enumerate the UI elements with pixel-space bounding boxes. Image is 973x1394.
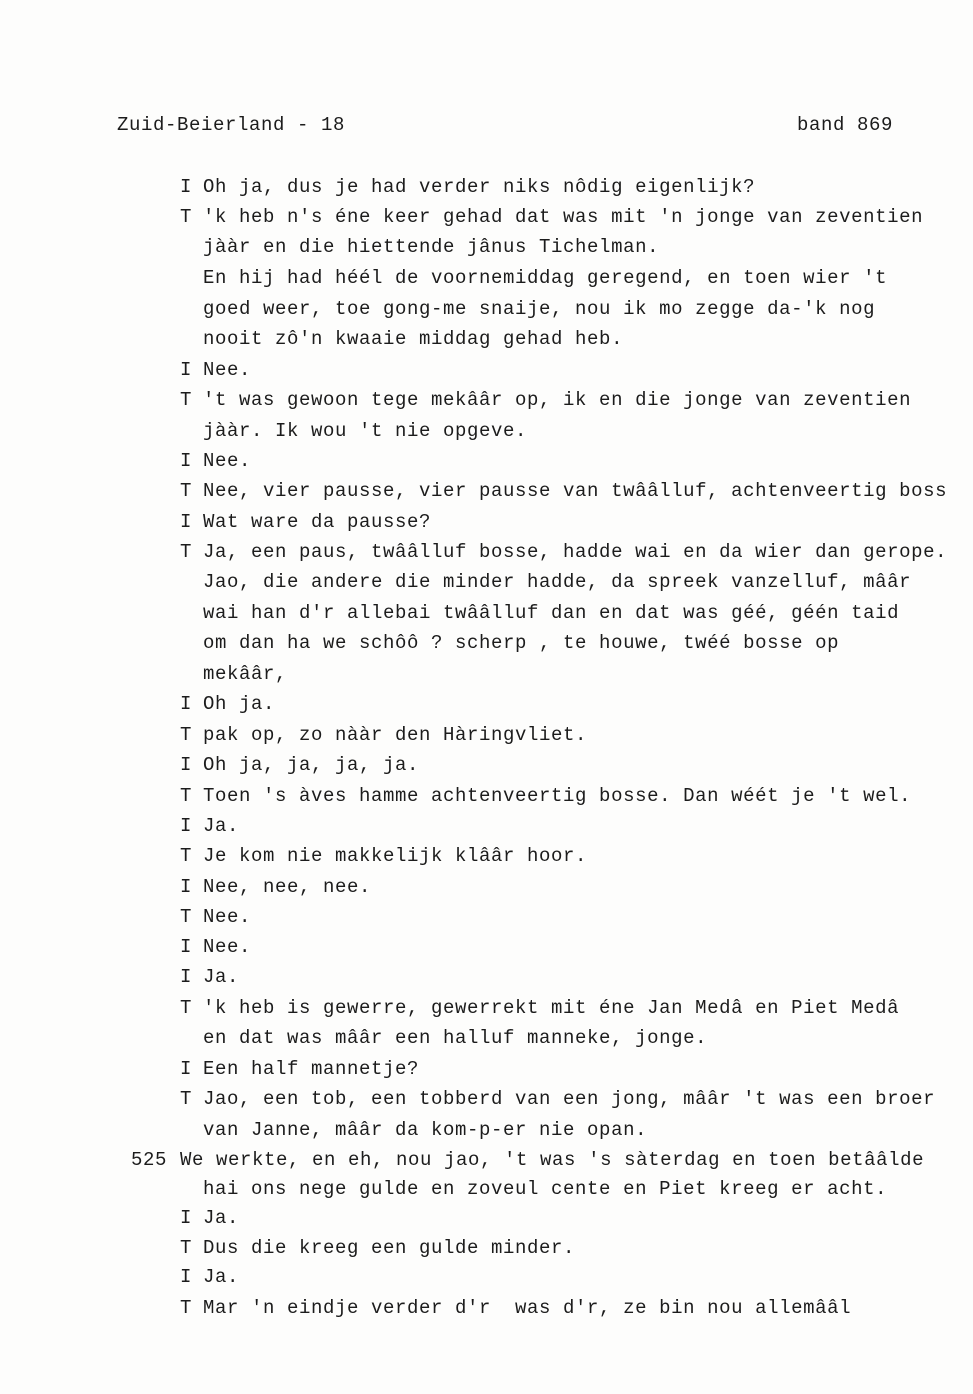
speaker-label: T xyxy=(180,389,193,411)
speaker-label: T xyxy=(180,785,193,807)
speaker-label: I xyxy=(180,1266,193,1288)
transcript-line: Je kom nie makkelijk klââr hoor. xyxy=(203,845,588,867)
transcript-line: goed weer, toe gong-me snaije, nou ik mo zegge da-'k nog xyxy=(203,298,876,320)
speaker-label: I xyxy=(180,754,193,776)
transcript-line: Wat ware da pausse? xyxy=(203,511,432,533)
transcript-line: We werkte, en eh, nou jao, 't was 's sàterdag en toen betââlde xyxy=(180,1149,925,1171)
speaker-label: T xyxy=(180,480,193,502)
transcript-line: Nee. xyxy=(203,359,252,381)
speaker-label: T xyxy=(180,206,193,228)
transcript-line: 'k heb is gewerre, gewerrekt mit éne Jan Medâ en Piet Medâ xyxy=(203,997,900,1019)
transcript-line: van Janne, mââr da kom-p-er nie opan. xyxy=(203,1119,648,1141)
transcript-line: Oh ja. xyxy=(203,693,276,715)
speaker-label: I xyxy=(180,450,193,472)
speaker-label: I xyxy=(180,876,193,898)
transcript-line: jààr en die hiettende jânus Tichelman. xyxy=(203,236,660,258)
transcript-line: jààr. Ik wou 't nie opgeve. xyxy=(203,420,528,442)
header-tape-number: band 869 xyxy=(797,114,894,136)
speaker-label: I xyxy=(180,966,193,988)
transcript-line: hai ons nege gulde en zoveul cente en Piet kreeg er acht. xyxy=(203,1178,888,1200)
transcript-line: Nee. xyxy=(203,906,252,928)
transcript-line: mekââr, xyxy=(203,663,288,685)
transcript-line: wai han d'r allebai twââlluf dan en dat was géé, géén taid xyxy=(203,602,900,624)
transcript-line: en dat was mââr een halluf manneke, jonge. xyxy=(203,1027,708,1049)
transcript-line: Nee, vier pausse, vier pausse van twââlluf, achtenveertig boss xyxy=(203,480,948,502)
speaker-label: T xyxy=(180,1088,193,1110)
speaker-label: T xyxy=(180,997,193,1019)
transcript-line: 'k heb n's éne keer gehad dat was mit 'n jonge van zeventien xyxy=(203,206,924,228)
transcript-line: Nee. xyxy=(203,450,252,472)
transcript-line: Toen 's àves hamme achtenveertig bosse. Dan wéét je 't wel. xyxy=(203,785,912,807)
speaker-label: T xyxy=(180,1237,193,1259)
transcript-line: En hij had héél de voornemiddag geregend, en toen wier 't xyxy=(203,267,888,289)
speaker-label: T xyxy=(180,541,193,563)
transcript-line: Nee. xyxy=(203,936,252,958)
transcript-line: pak op, zo nààr den Hàringvliet. xyxy=(203,724,588,746)
transcript-line: Ja. xyxy=(203,815,240,837)
speaker-label: I xyxy=(180,176,193,198)
speaker-label: I xyxy=(180,1207,193,1229)
speaker-label: I xyxy=(180,936,193,958)
header-title: Zuid-Beierland - 18 xyxy=(117,114,346,136)
transcript-line: Oh ja, dus je had verder niks nôdig eigenlijk? xyxy=(203,176,756,198)
transcript-line: Ja. xyxy=(203,1207,240,1229)
speaker-label: I xyxy=(180,1058,193,1080)
speaker-label: T xyxy=(180,906,193,928)
transcript-line: Ja. xyxy=(203,966,240,988)
transcript-line: Jao, die andere die minder hadde, da spreek vanzelluf, mââr xyxy=(203,571,912,593)
transcript-line: Ja, een paus, twââlluf bosse, hadde wai en da wier dan gerope. xyxy=(203,541,948,563)
transcript-line: Een half mannetje? xyxy=(203,1058,420,1080)
transcript-line: Ja. xyxy=(203,1266,240,1288)
speaker-label: T xyxy=(180,845,193,867)
transcript-line: Jao, een tob, een tobberd van een jong, mââr 't was een broer xyxy=(203,1088,936,1110)
transcript-line: Oh ja, ja, ja, ja. xyxy=(203,754,420,776)
transcript-line: Dus die kreeg een gulde minder. xyxy=(203,1237,576,1259)
speaker-label: T xyxy=(180,1297,193,1319)
speaker-label: T xyxy=(180,724,193,746)
speaker-label: I xyxy=(180,815,193,837)
line-number: 525 xyxy=(131,1149,168,1171)
transcript-line: nooit zô'n kwaaie middag gehad heb. xyxy=(203,328,624,350)
speaker-label: I xyxy=(180,359,193,381)
speaker-label: I xyxy=(180,511,193,533)
transcript-line: Mar 'n eindje verder d'r was d'r, ze bin nou allemââl xyxy=(203,1297,852,1319)
transcript-line: 't was gewoon tege mekââr op, ik en die jonge van zeventien xyxy=(203,389,912,411)
transcript-line: om dan ha we schôô ? scherp , te houwe, twéé bosse op xyxy=(203,632,840,654)
speaker-label: I xyxy=(180,693,193,715)
transcript-line: Nee, nee, nee. xyxy=(203,876,372,898)
